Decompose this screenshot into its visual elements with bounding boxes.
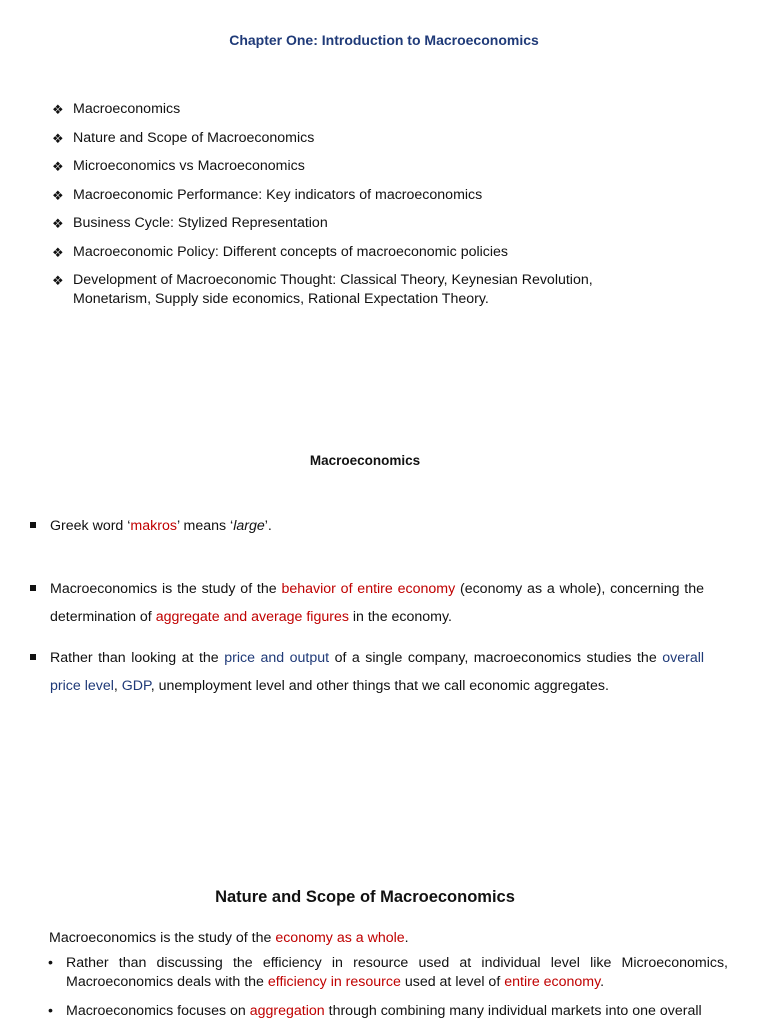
nature-point-aggregation: • Macroeconomics focuses on aggregation through combining many individual markets into one overall [48,1003,702,1019]
nature-point-efficiency: • Rather than discussing the efficiency in resource used at individual level like Microeconomics, Macroeconomics deals with the efficiency in resource used at level of entire economy. [48,955,728,990]
diamond-bullet-icon: ❖ [52,244,64,260]
nature-scope-heading: Nature and Scope of Macroeconomics [215,888,515,906]
diamond-bullet-icon: ❖ [52,159,64,174]
macro-point-aggregates: Rather than looking at the price and output of a single company, macroeconomics studies the overall price level, GDP, unemployment level and other things that we call economic aggregates. [30,644,704,700]
highlight-term: behavior of entire economy [281,581,456,597]
diamond-bullet-icon: ❖ [52,130,64,146]
highlight-term: efficiency in resource [267,974,401,990]
toc-item [52,129,652,148]
toc-item-label: Business Cycle: Stylized Representation [73,215,328,231]
toc-item-label: Macroeconomic Policy: Different concepts of macroeconomic policies [73,243,509,260]
toc-item-label: Nature and Scope of Macroeconomics [73,129,315,146]
highlight-term: makros [130,518,177,534]
italic-term: large [233,518,265,534]
highlight-term: overall price level [50,650,705,694]
highlight-term: aggregation [249,1003,325,1019]
toc-item [52,186,652,205]
highlight-term: economy as a whole [275,930,405,946]
table-of-contents [52,100,652,319]
chapter-title: Chapter One: Introduction to Macroeconomics [229,32,539,48]
square-bullet-icon [30,654,36,660]
bullet-dot-icon: • [48,1003,53,1019]
macro-point-greek-word: Greek word ‘makros’ means ‘large’. [30,512,704,540]
toc-item [52,157,652,176]
macro-point-definition: Macroeconomics is the study of the behavior of entire economy (economy as a whole), concerning the determination of aggregate and average figures in the economy. [30,575,704,631]
toc-item-label: Macroeconomic Performance: Key indicators of macroeconomics [73,186,483,203]
macroeconomics-heading: Macroeconomics [309,453,421,468]
toc-item [52,243,652,262]
diamond-bullet-icon: ❖ [52,273,64,288]
toc-item [52,214,652,233]
diamond-bullet-icon: ❖ [52,216,64,231]
diamond-bullet-icon: ❖ [52,187,64,203]
highlight-term: aggregate and average figures [155,609,349,625]
bullet-dot-icon: • [48,955,53,971]
toc-item-label: Microeconomics vs Macroeconomics [73,158,305,174]
square-bullet-icon [30,522,36,528]
toc-item-label: Macroeconomics [73,101,181,117]
highlight-term: GDP [121,678,151,694]
toc-item [52,100,652,119]
highlight-term: price and output [224,650,330,666]
toc-item [52,271,652,309]
nature-intro: Macroeconomics is the study of the economy as a whole. [49,930,409,946]
diamond-bullet-icon: ❖ [52,102,64,117]
highlight-term: entire economy [504,974,601,990]
toc-item-label: Development of Macroeconomic Thought: Classical Theory, Keynesian Revolution, Monetarism, Supply side economics, Rational Expectation Theory. [73,272,593,307]
square-bullet-icon [30,585,36,591]
